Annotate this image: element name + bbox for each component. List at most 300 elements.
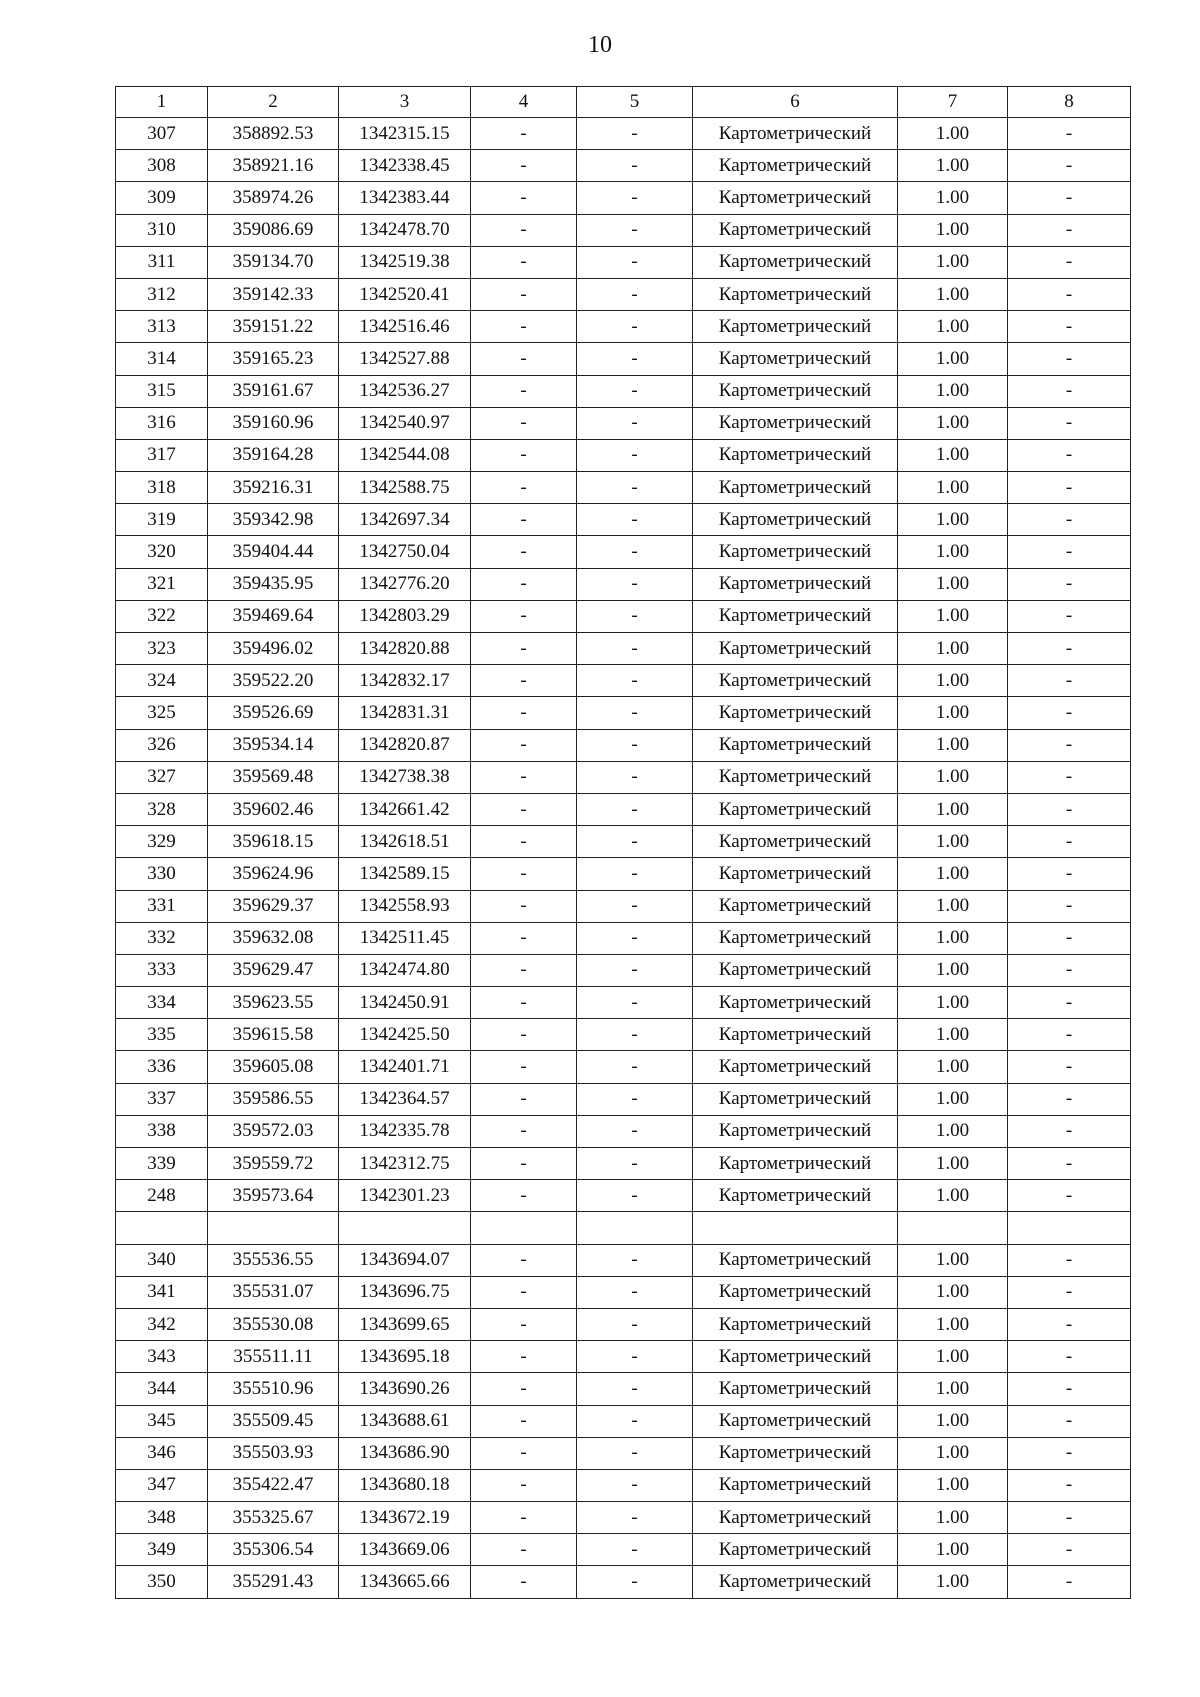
y-coordinate-cell: 1342519.38 (339, 246, 471, 278)
method-cell: Картометрический (693, 987, 898, 1019)
point-number-cell: 334 (116, 987, 208, 1019)
column-5-cell: - (577, 1341, 693, 1373)
y-coordinate-cell: 1343688.61 (339, 1405, 471, 1437)
table-row (116, 697, 1131, 729)
method-cell: Картометрический (693, 1566, 898, 1598)
table-row (116, 954, 1131, 986)
method-cell: Картометрический (693, 633, 898, 665)
x-coordinate-cell: 359216.31 (208, 472, 339, 504)
x-coordinate-cell: 359086.69 (208, 214, 339, 246)
column-header: 7 (898, 87, 1008, 118)
y-coordinate-cell: 1342832.17 (339, 665, 471, 697)
table-row (116, 1051, 1131, 1083)
y-coordinate-cell: 1342383.44 (339, 182, 471, 214)
column-4-cell: - (471, 1534, 577, 1566)
method-cell: Картометрический (693, 1437, 898, 1469)
accuracy-cell: 1.00 (898, 1180, 1008, 1212)
y-coordinate-cell (339, 1212, 471, 1244)
column-4-cell: - (471, 536, 577, 568)
table-row (116, 890, 1131, 922)
accuracy-cell: 1.00 (898, 954, 1008, 986)
table-row (116, 633, 1131, 665)
x-coordinate-cell: 355509.45 (208, 1405, 339, 1437)
table-row (116, 311, 1131, 343)
x-coordinate-cell: 359623.55 (208, 987, 339, 1019)
column-4-cell: - (471, 118, 577, 150)
y-coordinate-cell: 1342478.70 (339, 214, 471, 246)
column-8-cell: - (1008, 761, 1131, 793)
y-coordinate-cell: 1342315.15 (339, 118, 471, 150)
table-row (116, 1534, 1131, 1566)
column-8-cell: - (1008, 1308, 1131, 1340)
table-row (116, 858, 1131, 890)
column-8-cell: - (1008, 246, 1131, 278)
x-coordinate-cell: 355422.47 (208, 1469, 339, 1501)
column-4-cell: - (471, 568, 577, 600)
page-number: 10 (588, 32, 612, 58)
method-cell: Картометрический (693, 1534, 898, 1566)
x-coordinate-cell: 359605.08 (208, 1051, 339, 1083)
point-number-cell: 328 (116, 793, 208, 825)
y-coordinate-cell: 1342425.50 (339, 1019, 471, 1051)
x-coordinate-cell: 359151.22 (208, 311, 339, 343)
accuracy-cell: 1.00 (898, 568, 1008, 600)
column-header: 8 (1008, 87, 1131, 118)
x-coordinate-cell: 355510.96 (208, 1373, 339, 1405)
point-number-cell: 317 (116, 439, 208, 471)
column-4-cell: - (471, 761, 577, 793)
column-4-cell (471, 1212, 577, 1244)
method-cell: Картометрический (693, 1405, 898, 1437)
table-row (116, 1244, 1131, 1276)
table-row (116, 1083, 1131, 1115)
column-5-cell: - (577, 1276, 693, 1308)
y-coordinate-cell: 1343669.06 (339, 1534, 471, 1566)
table-row (116, 1437, 1131, 1469)
column-4-cell: - (471, 826, 577, 858)
accuracy-cell: 1.00 (898, 761, 1008, 793)
column-8-cell: - (1008, 375, 1131, 407)
x-coordinate-cell: 359586.55 (208, 1083, 339, 1115)
point-number-cell: 341 (116, 1276, 208, 1308)
point-number-cell: 346 (116, 1437, 208, 1469)
accuracy-cell: 1.00 (898, 1566, 1008, 1598)
method-cell: Картометрический (693, 439, 898, 471)
table-row (116, 1212, 1131, 1244)
method-cell: Картометрический (693, 214, 898, 246)
point-number-cell: 248 (116, 1180, 208, 1212)
column-5-cell: - (577, 1502, 693, 1534)
y-coordinate-cell: 1342527.88 (339, 343, 471, 375)
column-8-cell: - (1008, 1469, 1131, 1501)
column-8-cell: - (1008, 665, 1131, 697)
accuracy-cell: 1.00 (898, 1437, 1008, 1469)
coordinates-table (115, 86, 1131, 1599)
column-8-cell (1008, 1212, 1131, 1244)
column-4-cell: - (471, 600, 577, 632)
column-8-cell: - (1008, 1534, 1131, 1566)
point-number-cell: 321 (116, 568, 208, 600)
accuracy-cell: 1.00 (898, 987, 1008, 1019)
table-row (116, 1180, 1131, 1212)
column-5-cell: - (577, 858, 693, 890)
column-5-cell: - (577, 439, 693, 471)
column-5-cell: - (577, 504, 693, 536)
accuracy-cell: 1.00 (898, 536, 1008, 568)
y-coordinate-cell: 1342820.87 (339, 729, 471, 761)
table-row (116, 439, 1131, 471)
point-number-cell: 309 (116, 182, 208, 214)
point-number-cell: 312 (116, 278, 208, 310)
y-coordinate-cell: 1342450.91 (339, 987, 471, 1019)
table-row (116, 504, 1131, 536)
point-number-cell: 342 (116, 1308, 208, 1340)
accuracy-cell: 1.00 (898, 278, 1008, 310)
point-number-cell: 329 (116, 826, 208, 858)
point-number-cell: 326 (116, 729, 208, 761)
x-coordinate-cell: 359160.96 (208, 407, 339, 439)
column-5-cell: - (577, 246, 693, 278)
method-cell: Картометрический (693, 118, 898, 150)
table-row (116, 118, 1131, 150)
method-cell: Картометрический (693, 1308, 898, 1340)
table-row (116, 214, 1131, 246)
x-coordinate-cell: 358921.16 (208, 150, 339, 182)
column-5-cell: - (577, 697, 693, 729)
column-4-cell: - (471, 246, 577, 278)
table-row (116, 665, 1131, 697)
x-coordinate-cell: 355306.54 (208, 1534, 339, 1566)
y-coordinate-cell: 1342661.42 (339, 793, 471, 825)
accuracy-cell: 1.00 (898, 118, 1008, 150)
accuracy-cell: 1.00 (898, 375, 1008, 407)
column-5-cell: - (577, 1083, 693, 1115)
accuracy-cell: 1.00 (898, 1341, 1008, 1373)
y-coordinate-cell: 1343694.07 (339, 1244, 471, 1276)
column-5-cell: - (577, 343, 693, 375)
accuracy-cell: 1.00 (898, 1469, 1008, 1501)
point-number-cell: 307 (116, 118, 208, 150)
method-cell: Картометрический (693, 697, 898, 729)
point-number-cell: 308 (116, 150, 208, 182)
point-number-cell: 327 (116, 761, 208, 793)
accuracy-cell: 1.00 (898, 729, 1008, 761)
y-coordinate-cell: 1343665.66 (339, 1566, 471, 1598)
point-number-cell: 318 (116, 472, 208, 504)
y-coordinate-cell: 1342820.88 (339, 633, 471, 665)
column-8-cell: - (1008, 1180, 1131, 1212)
column-4-cell: - (471, 1469, 577, 1501)
column-5-cell: - (577, 182, 693, 214)
column-5-cell: - (577, 987, 693, 1019)
point-number-cell: 348 (116, 1502, 208, 1534)
accuracy-cell: 1.00 (898, 1276, 1008, 1308)
x-coordinate-cell: 359615.58 (208, 1019, 339, 1051)
x-coordinate-cell: 359572.03 (208, 1115, 339, 1147)
column-8-cell: - (1008, 1115, 1131, 1147)
accuracy-cell: 1.00 (898, 439, 1008, 471)
column-8-cell: - (1008, 568, 1131, 600)
method-cell: Картометрический (693, 536, 898, 568)
x-coordinate-cell: 359526.69 (208, 697, 339, 729)
column-5-cell: - (577, 1308, 693, 1340)
point-number-cell: 339 (116, 1148, 208, 1180)
column-4-cell: - (471, 890, 577, 922)
x-coordinate-cell: 359342.98 (208, 504, 339, 536)
column-4-cell: - (471, 954, 577, 986)
point-number-cell: 314 (116, 343, 208, 375)
column-4-cell: - (471, 665, 577, 697)
column-8-cell: - (1008, 536, 1131, 568)
column-5-cell: - (577, 150, 693, 182)
y-coordinate-cell: 1342474.80 (339, 954, 471, 986)
accuracy-cell: 1.00 (898, 826, 1008, 858)
column-8-cell: - (1008, 858, 1131, 890)
table-row (116, 1115, 1131, 1147)
table-row (116, 343, 1131, 375)
accuracy-cell: 1.00 (898, 1019, 1008, 1051)
column-4-cell: - (471, 633, 577, 665)
x-coordinate-cell: 355511.11 (208, 1341, 339, 1373)
point-number-cell: 350 (116, 1566, 208, 1598)
method-cell: Картометрический (693, 1244, 898, 1276)
column-5-cell: - (577, 633, 693, 665)
column-8-cell: - (1008, 1566, 1131, 1598)
column-5-cell: - (577, 1405, 693, 1437)
table-row (116, 1469, 1131, 1501)
column-5-cell: - (577, 118, 693, 150)
y-coordinate-cell: 1343686.90 (339, 1437, 471, 1469)
point-number-cell: 325 (116, 697, 208, 729)
column-8-cell: - (1008, 407, 1131, 439)
column-5-cell: - (577, 311, 693, 343)
column-8-cell: - (1008, 826, 1131, 858)
column-4-cell: - (471, 1405, 577, 1437)
column-8-cell: - (1008, 118, 1131, 150)
y-coordinate-cell: 1342831.31 (339, 697, 471, 729)
column-4-cell: - (471, 214, 577, 246)
y-coordinate-cell: 1342312.75 (339, 1148, 471, 1180)
table-row (116, 729, 1131, 761)
x-coordinate-cell: 359165.23 (208, 343, 339, 375)
x-coordinate-cell: 359404.44 (208, 536, 339, 568)
column-5-cell: - (577, 407, 693, 439)
column-8-cell: - (1008, 890, 1131, 922)
x-coordinate-cell: 358892.53 (208, 118, 339, 150)
column-4-cell: - (471, 311, 577, 343)
point-number-cell: 311 (116, 246, 208, 278)
column-4-cell: - (471, 407, 577, 439)
accuracy-cell: 1.00 (898, 922, 1008, 954)
method-cell: Картометрический (693, 761, 898, 793)
point-number-cell: 323 (116, 633, 208, 665)
method-cell: Картометрический (693, 343, 898, 375)
column-8-cell: - (1008, 343, 1131, 375)
accuracy-cell: 1.00 (898, 343, 1008, 375)
column-5-cell: - (577, 1534, 693, 1566)
column-4-cell: - (471, 1019, 577, 1051)
column-8-cell: - (1008, 1244, 1131, 1276)
column-8-cell: - (1008, 922, 1131, 954)
column-5-cell: - (577, 214, 693, 246)
method-cell: Картометрический (693, 1180, 898, 1212)
accuracy-cell: 1.00 (898, 311, 1008, 343)
column-5-cell: - (577, 729, 693, 761)
column-8-cell: - (1008, 1019, 1131, 1051)
y-coordinate-cell: 1342803.29 (339, 600, 471, 632)
x-coordinate-cell: 359522.20 (208, 665, 339, 697)
column-8-cell: - (1008, 954, 1131, 986)
column-4-cell: - (471, 375, 577, 407)
accuracy-cell: 1.00 (898, 504, 1008, 536)
column-8-cell: - (1008, 278, 1131, 310)
column-header: 1 (116, 87, 208, 118)
column-8-cell: - (1008, 1405, 1131, 1437)
y-coordinate-cell: 1342618.51 (339, 826, 471, 858)
column-5-cell: - (577, 278, 693, 310)
accuracy-cell: 1.00 (898, 600, 1008, 632)
method-cell: Картометрический (693, 1051, 898, 1083)
point-number-cell: 335 (116, 1019, 208, 1051)
column-5-cell: - (577, 793, 693, 825)
column-5-cell: - (577, 1244, 693, 1276)
column-5-cell: - (577, 665, 693, 697)
table-row (116, 375, 1131, 407)
point-number-cell: 333 (116, 954, 208, 986)
x-coordinate-cell: 355291.43 (208, 1566, 339, 1598)
column-5-cell: - (577, 375, 693, 407)
point-number-cell: 324 (116, 665, 208, 697)
method-cell: Картометрический (693, 954, 898, 986)
accuracy-cell: 1.00 (898, 1373, 1008, 1405)
column-8-cell: - (1008, 311, 1131, 343)
column-4-cell: - (471, 1276, 577, 1308)
column-4-cell: - (471, 150, 577, 182)
table-row (116, 182, 1131, 214)
table-row (116, 1019, 1131, 1051)
accuracy-cell: 1.00 (898, 890, 1008, 922)
column-4-cell: - (471, 697, 577, 729)
point-number-cell: 344 (116, 1373, 208, 1405)
header-row (116, 87, 1131, 118)
point-number-cell: 349 (116, 1534, 208, 1566)
accuracy-cell: 1.00 (898, 858, 1008, 890)
column-8-cell: - (1008, 214, 1131, 246)
column-4-cell: - (471, 793, 577, 825)
column-4-cell: - (471, 1566, 577, 1598)
method-cell: Картометрический (693, 858, 898, 890)
column-8-cell: - (1008, 1148, 1131, 1180)
column-8-cell: - (1008, 1051, 1131, 1083)
accuracy-cell (898, 1212, 1008, 1244)
column-8-cell: - (1008, 1276, 1131, 1308)
column-8-cell: - (1008, 1437, 1131, 1469)
x-coordinate-cell: 359435.95 (208, 568, 339, 600)
column-8-cell: - (1008, 182, 1131, 214)
column-4-cell: - (471, 182, 577, 214)
table-row (116, 922, 1131, 954)
column-8-cell: - (1008, 1373, 1131, 1405)
column-4-cell: - (471, 472, 577, 504)
method-cell: Картометрический (693, 1083, 898, 1115)
table-row (116, 1308, 1131, 1340)
column-4-cell: - (471, 1341, 577, 1373)
y-coordinate-cell: 1342697.34 (339, 504, 471, 536)
method-cell (693, 1212, 898, 1244)
accuracy-cell: 1.00 (898, 633, 1008, 665)
method-cell: Картометрический (693, 375, 898, 407)
column-8-cell: - (1008, 439, 1131, 471)
column-5-cell: - (577, 536, 693, 568)
table-row (116, 407, 1131, 439)
method-cell: Картометрический (693, 1373, 898, 1405)
y-coordinate-cell: 1342588.75 (339, 472, 471, 504)
method-cell: Картометрический (693, 150, 898, 182)
column-5-cell: - (577, 761, 693, 793)
accuracy-cell: 1.00 (898, 1534, 1008, 1566)
column-5-cell: - (577, 1115, 693, 1147)
table-row (116, 826, 1131, 858)
table-row (116, 278, 1131, 310)
method-cell: Картометрический (693, 1148, 898, 1180)
table-body (116, 118, 1131, 1599)
point-number-cell: 347 (116, 1469, 208, 1501)
column-5-cell: - (577, 1148, 693, 1180)
x-coordinate-cell: 355530.08 (208, 1308, 339, 1340)
column-header: 6 (693, 87, 898, 118)
point-number-cell: 313 (116, 311, 208, 343)
x-coordinate-cell: 359559.72 (208, 1148, 339, 1180)
table-row (116, 246, 1131, 278)
y-coordinate-cell: 1342750.04 (339, 536, 471, 568)
column-4-cell: - (471, 1083, 577, 1115)
accuracy-cell: 1.00 (898, 150, 1008, 182)
table-row (116, 1276, 1131, 1308)
x-coordinate-cell: 358974.26 (208, 182, 339, 214)
method-cell: Картометрический (693, 246, 898, 278)
accuracy-cell: 1.00 (898, 472, 1008, 504)
column-header: 5 (577, 87, 693, 118)
table-header (116, 87, 1131, 118)
column-header: 2 (208, 87, 339, 118)
accuracy-cell: 1.00 (898, 793, 1008, 825)
x-coordinate-cell: 359142.33 (208, 278, 339, 310)
column-5-cell: - (577, 1566, 693, 1598)
point-number-cell (116, 1212, 208, 1244)
point-number-cell: 336 (116, 1051, 208, 1083)
accuracy-cell: 1.00 (898, 407, 1008, 439)
x-coordinate-cell: 355536.55 (208, 1244, 339, 1276)
accuracy-cell: 1.00 (898, 246, 1008, 278)
point-number-cell: 332 (116, 922, 208, 954)
y-coordinate-cell: 1342544.08 (339, 439, 471, 471)
column-8-cell: - (1008, 504, 1131, 536)
column-4-cell: - (471, 343, 577, 375)
accuracy-cell: 1.00 (898, 665, 1008, 697)
table-row (116, 1373, 1131, 1405)
column-4-cell: - (471, 987, 577, 1019)
table-row (116, 793, 1131, 825)
method-cell: Картометрический (693, 1341, 898, 1373)
y-coordinate-cell: 1342338.45 (339, 150, 471, 182)
column-4-cell: - (471, 858, 577, 890)
x-coordinate-cell: 359629.47 (208, 954, 339, 986)
accuracy-cell: 1.00 (898, 1115, 1008, 1147)
column-4-cell: - (471, 1502, 577, 1534)
x-coordinate-cell: 359496.02 (208, 633, 339, 665)
column-8-cell: - (1008, 793, 1131, 825)
y-coordinate-cell: 1342738.38 (339, 761, 471, 793)
